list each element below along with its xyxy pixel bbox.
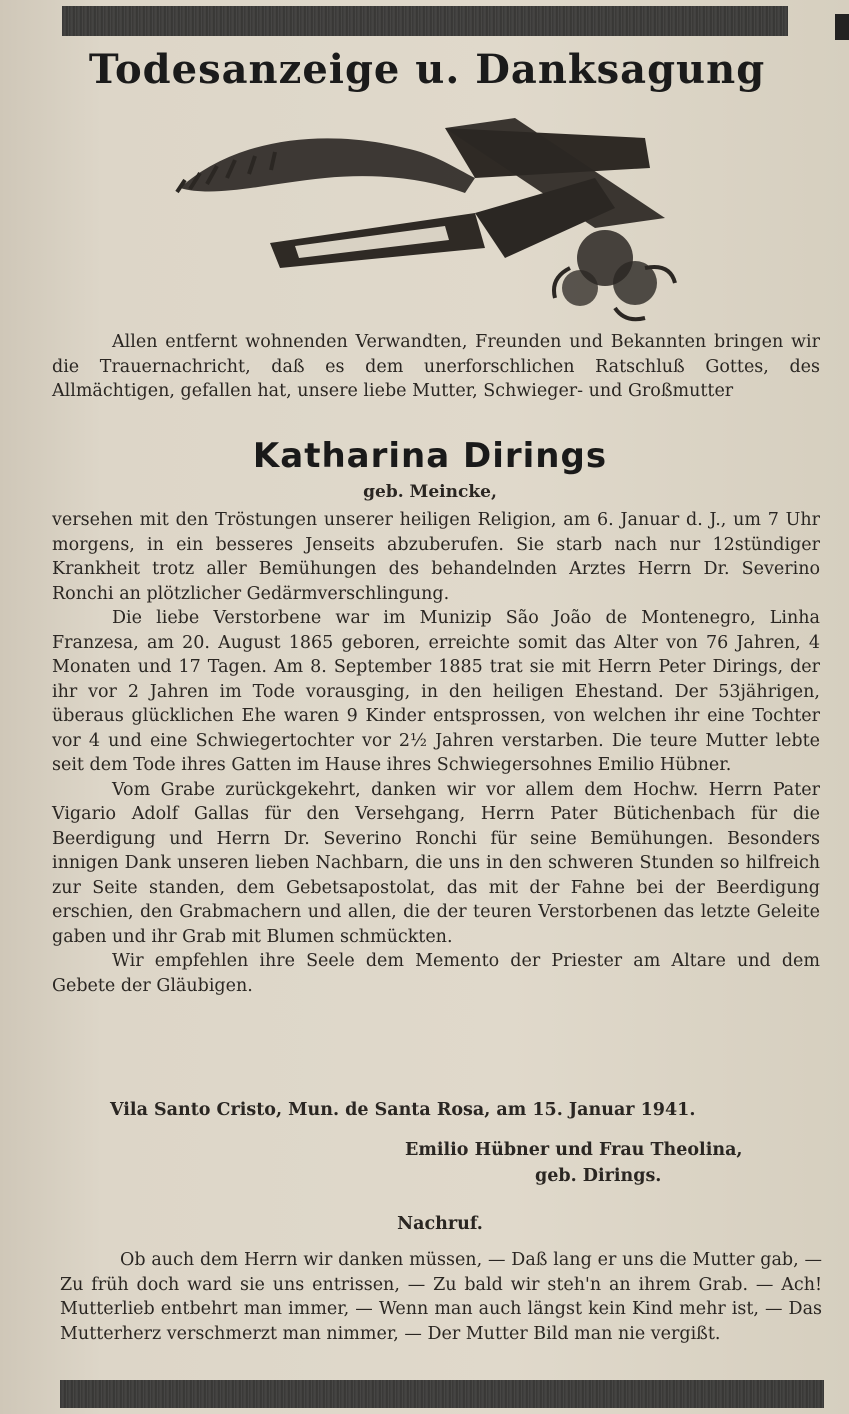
nachruf-heading: Nachruf. (397, 1214, 483, 1234)
maiden-name: geb. Meincke, (363, 482, 497, 502)
signature-maiden-name: geb. Dirings. (535, 1166, 662, 1186)
body-paragraph: versehen mit den Tröstungen unserer heiligen Religion, am 6. Januar d. J., um 7 Uhr morgens, in ein besseres Jenseits abzuberufen. Sie starb nach nur 12stündiger Krankheit trotz aller Bemühungen des behandelnden Arztes Herrn Dr. Severino Ronchi an plötzlicher Gedärmverschlingung. (52, 510, 820, 604)
body-paragraph: Die liebe Verstorbene war im Munizip São João de Montenegro, Linha Franzesa, am 20. August 1865 geboren, erreichte somit das Alter von 76 Jahren, 4 Monaten und 17 Tagen. Am 8. September 1885 trat sie mit Herrn Peter Dirings, der ihr vor 2 Jahren im Tode vorausging, in den heiligen Ehestand. Der 53jährigen, überaus glücklichen Ehe waren 9 Kinder entsprossen, von welchen ihr eine Tochter vor 4 und eine Schwiegertochter vor 2½ Jahren verstarben. Die teure Mutter lebte seit dem Tode ihres Gatten im Hause ihres Schwiegersohnes Emilio Hübner. (52, 608, 820, 775)
body-paragraph: Vom Grabe zurückgekehrt, danken wir vor allem dem Hochw. Herrn Pater Vigario Adolf Gallas für den Versehgang, Herrn Pater Bütichenbach für die Beerdigung und Herrn Dr. Severino Ronchi für seine Bemühungen. Besonders innigen Dank unseren lieben Nachbarn, die uns in den schweren Stunden so hilfreich zur Seite standen, dem Gebetsapostolat, das mit der Fahne bei der Beerdigung erschien, den Grabmachern und allen, die der teuren Verstorbenen das letzte Geleite gaben und ihr Grab mit Blumen schmückten. (52, 779, 820, 947)
body-paragraph: Wir empfehlen ihre Seele dem Memento der Priester am Altare und dem Gebete der Gläubigen. (52, 951, 820, 996)
place-and-date: Vila Santo Cristo, Mun. de Santa Rosa, am 15. Januar 1941. (110, 1100, 696, 1120)
notice-body (52, 508, 820, 998)
adjacent-column-edge (835, 14, 849, 40)
nachruf-poem: Ob auch dem Herrn wir danken müssen, — Daß lang er uns die Mutter gab, — Zu früh doch ward sie uns entrissen, — Zu bald wir steh'n an ihrem Grab. — Ach! Mutterlieb entbehrt man immer, — Wenn man auch längst kein Kind mehr ist, — Das Mutterherz verschmerzt man nimmer, — Der Mutter Bild man nie vergißt. (60, 1250, 822, 1344)
signature-line: Emilio Hübner und Frau Theolina, (405, 1140, 743, 1160)
notice-title: Todesanzeige u. Danksagung (88, 46, 766, 93)
bottom-border-rule (60, 1380, 824, 1408)
top-border-rule (62, 6, 788, 36)
intro-paragraph: Allen entfernt wohnenden Verwandten, Freunden und Bekannten bringen wir die Trauernachricht, daß es dem unerforschlichen Ratschluß Gottes, des Allmächtigen, gefallen hat, unsere liebe Mutter, Schwieger- und Großmutter (52, 332, 820, 401)
deceased-name: Katharina Dirings (252, 436, 608, 476)
cross-with-palm-branch-icon (175, 118, 695, 328)
